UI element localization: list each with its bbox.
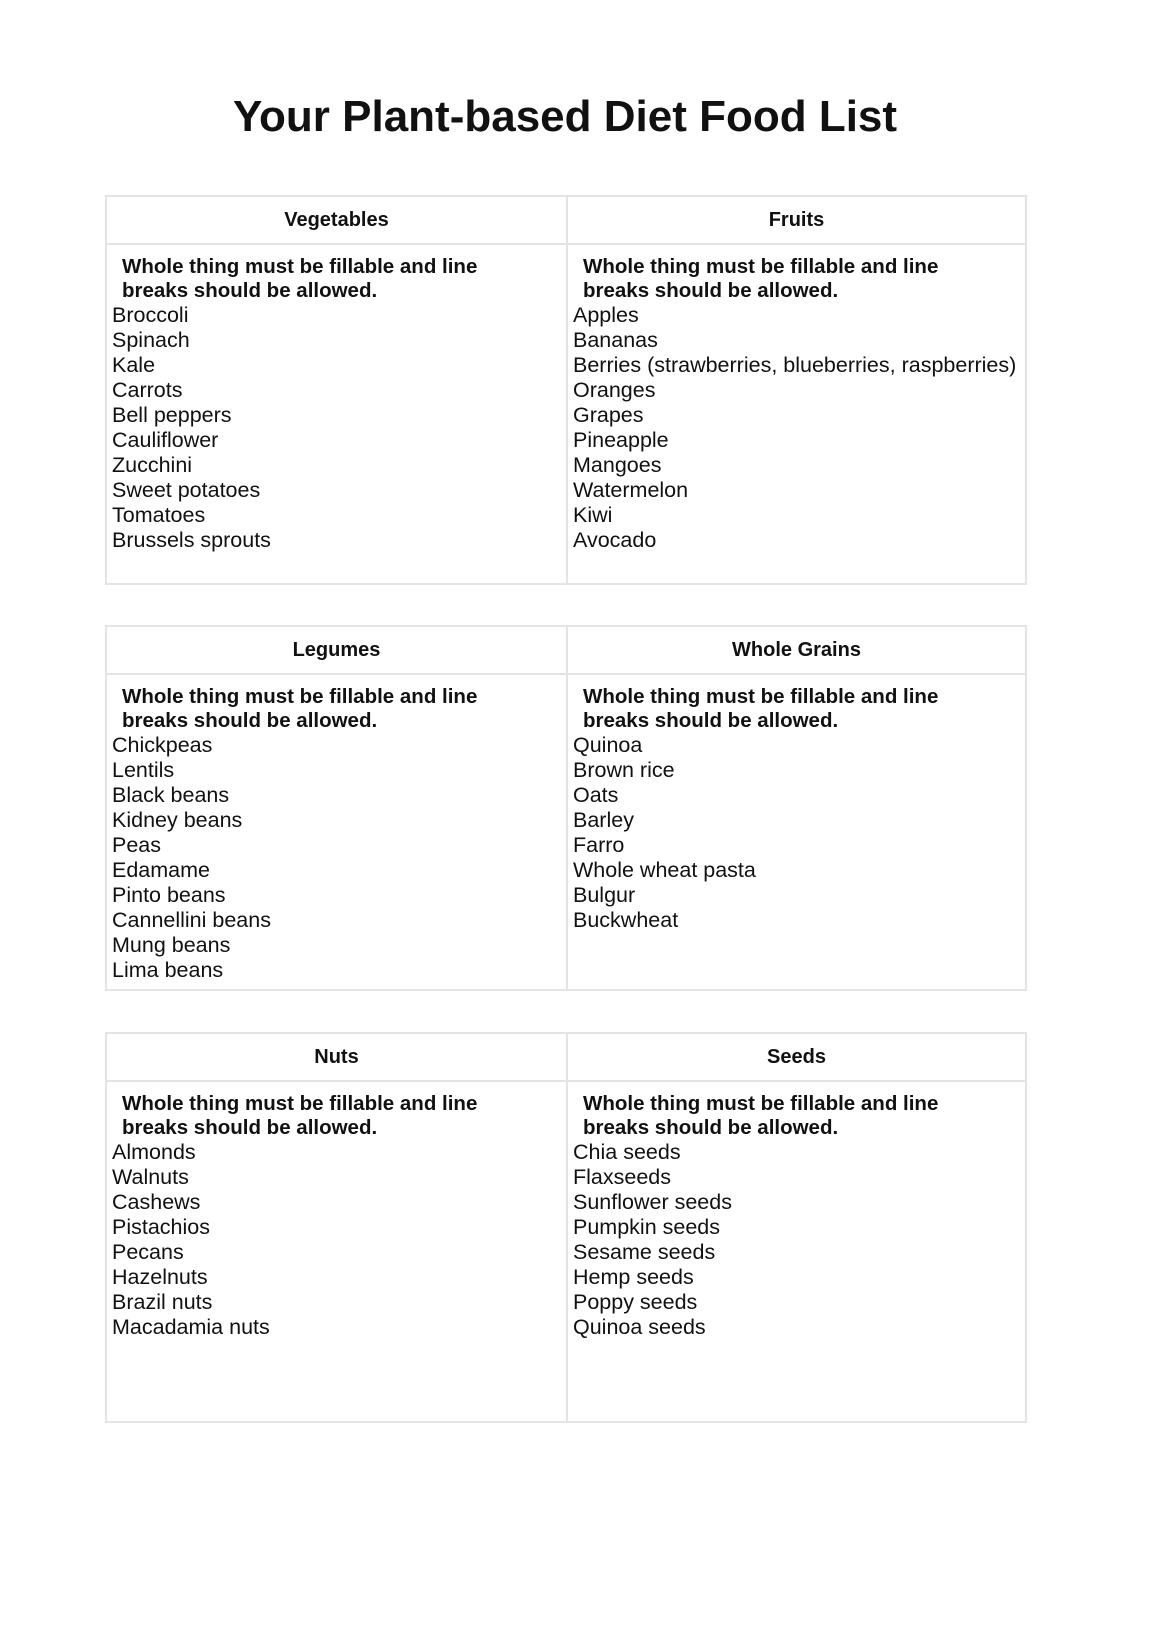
list-item: Spinach	[112, 328, 190, 352]
list-item: Farro	[573, 833, 625, 857]
list-item: Mung beans	[112, 933, 231, 957]
list-item: Zucchini	[112, 453, 193, 477]
category-heading: Legumes	[107, 627, 566, 675]
list-item: Brussels sprouts	[112, 528, 271, 552]
instruction-note: Whole thing must be fillable and line breaks should be allowed.	[583, 685, 939, 732]
list-item: Pumpkin seeds	[573, 1215, 720, 1239]
instruction-note: Whole thing must be fillable and line breaks should be allowed.	[122, 685, 478, 732]
list-item: Bell peppers	[112, 403, 232, 427]
category-column-vegetables	[107, 197, 566, 583]
list-item: Flaxseeds	[573, 1165, 671, 1189]
category-heading: Seeds	[568, 1034, 1025, 1082]
list-item: Oats	[573, 783, 619, 807]
instruction-note: Whole thing must be fillable and line breaks should be allowed.	[583, 1092, 939, 1139]
category-heading: Fruits	[568, 197, 1025, 245]
list-item: Bananas	[573, 328, 658, 352]
list-item: Peas	[112, 833, 162, 857]
list-item: Barley	[573, 808, 634, 832]
list-item: Pineapple	[573, 428, 669, 452]
list-item: Quinoa	[573, 733, 643, 757]
list-item: Bulgur	[573, 883, 636, 907]
list-item: Pecans	[112, 1240, 184, 1264]
list-item: Macadamia nuts	[112, 1315, 270, 1339]
page-title: Your Plant-based Diet Food List	[232, 92, 898, 141]
list-item: Apples	[573, 303, 639, 327]
list-item: Lentils	[112, 758, 175, 782]
list-item: Black beans	[112, 783, 230, 807]
fillable-cell[interactable]	[107, 1082, 566, 1421]
list-item: Poppy seeds	[573, 1290, 698, 1314]
category-column-nuts	[107, 1034, 566, 1421]
list-item: Cannellini beans	[112, 908, 271, 932]
list-item: Lima beans	[112, 958, 224, 982]
fillable-cell[interactable]	[568, 245, 1025, 583]
food-table	[105, 195, 1027, 585]
fillable-cell[interactable]	[568, 1082, 1025, 1421]
category-heading: Nuts	[107, 1034, 566, 1082]
category-column-whole-grains	[566, 627, 1025, 989]
list-item: Kale	[112, 353, 156, 377]
list-item: Oranges	[573, 378, 656, 402]
list-item: Pistachios	[112, 1215, 210, 1239]
list-item: Kidney beans	[112, 808, 243, 832]
category-heading: Whole Grains	[568, 627, 1025, 675]
list-item: Tomatoes	[112, 503, 206, 527]
fillable-cell[interactable]	[107, 675, 566, 989]
instruction-note: Whole thing must be fillable and line breaks should be allowed.	[583, 255, 939, 302]
list-item: Buckwheat	[573, 908, 679, 932]
fillable-cell[interactable]	[568, 675, 1025, 989]
list-item: Hazelnuts	[112, 1265, 208, 1289]
list-item: Brown rice	[573, 758, 675, 782]
category-column-legumes	[107, 627, 566, 989]
list-item: Brazil nuts	[112, 1290, 213, 1314]
category-column-fruits	[566, 197, 1025, 583]
list-item: Cauliflower	[112, 428, 219, 452]
list-item: Chickpeas	[112, 733, 213, 757]
category-column-seeds	[566, 1034, 1025, 1421]
instruction-note: Whole thing must be fillable and line breaks should be allowed.	[122, 1092, 478, 1139]
list-item: Quinoa seeds	[573, 1315, 706, 1339]
food-table	[105, 1032, 1027, 1423]
list-item: Berries (strawberries, blueberries, raspberries)	[573, 353, 1017, 377]
list-item: Broccoli	[112, 303, 189, 327]
list-item: Sunflower seeds	[573, 1190, 732, 1214]
list-item: Almonds	[112, 1140, 196, 1164]
list-item: Cashews	[112, 1190, 201, 1214]
list-item: Sesame seeds	[573, 1240, 716, 1264]
category-heading: Vegetables	[107, 197, 566, 245]
list-item: Edamame	[112, 858, 210, 882]
list-item: Whole wheat pasta	[573, 858, 756, 882]
list-item: Pinto beans	[112, 883, 226, 907]
list-item: Mangoes	[573, 453, 662, 477]
list-item: Grapes	[573, 403, 644, 427]
list-item: Avocado	[573, 528, 657, 552]
list-item: Walnuts	[112, 1165, 189, 1189]
list-item: Hemp seeds	[573, 1265, 694, 1289]
list-item: Sweet potatoes	[112, 478, 261, 502]
list-item: Watermelon	[573, 478, 689, 502]
list-item: Chia seeds	[573, 1140, 681, 1164]
fillable-cell[interactable]	[107, 245, 566, 583]
food-table	[105, 625, 1027, 991]
list-item: Carrots	[112, 378, 183, 402]
instruction-note: Whole thing must be fillable and line breaks should be allowed.	[122, 255, 478, 302]
list-item: Kiwi	[573, 503, 613, 527]
